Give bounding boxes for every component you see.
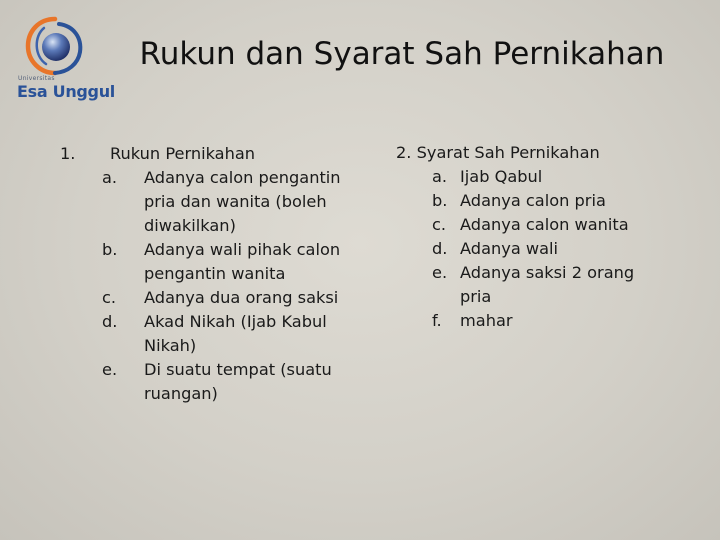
rukun-heading-row bbox=[60, 142, 360, 166]
list-item bbox=[60, 286, 360, 310]
item-marker: d. bbox=[432, 239, 448, 258]
globe-logo-icon bbox=[24, 16, 86, 78]
item-text: Adanya calon pria bbox=[460, 191, 606, 210]
logo-small-text: Universitas bbox=[18, 75, 55, 82]
item-marker: b. bbox=[102, 240, 118, 259]
item-text: Di suatu tempat (suatu ruangan) bbox=[144, 360, 332, 403]
item-text: Adanya wali bbox=[460, 239, 559, 258]
list-item bbox=[60, 310, 360, 358]
item-marker: f. bbox=[432, 311, 442, 330]
list-item bbox=[396, 309, 706, 333]
item-text: Adanya wali pihak calon pengantin wanita bbox=[144, 240, 341, 283]
item-text: Adanya calon wanita bbox=[460, 215, 629, 234]
item-text: Adanya dua orang saksi bbox=[144, 288, 339, 307]
item-text: mahar bbox=[460, 311, 513, 330]
item-marker: e. bbox=[432, 263, 448, 282]
list-item bbox=[396, 165, 706, 189]
list-item bbox=[396, 237, 706, 261]
logo-name: Esa Unggul bbox=[17, 82, 115, 101]
list-item bbox=[60, 238, 360, 286]
item-text: Adanya saksi 2 orang pria bbox=[460, 263, 635, 306]
list-item bbox=[396, 261, 706, 309]
list-item bbox=[60, 358, 360, 406]
item-marker: c. bbox=[102, 288, 117, 307]
list-item bbox=[396, 213, 706, 237]
slide-title: Rukun dan Syarat Sah Pernikahan bbox=[139, 36, 665, 72]
item-marker: a. bbox=[102, 168, 118, 187]
syarat-heading: 2. Syarat Sah Pernikahan bbox=[396, 143, 600, 162]
university-logo bbox=[14, 16, 115, 106]
item-marker: d. bbox=[102, 312, 118, 331]
rukun-heading: Rukun Pernikahan bbox=[110, 144, 256, 163]
list-number: 1. bbox=[60, 144, 76, 163]
item-marker: b. bbox=[432, 191, 448, 210]
list-item bbox=[60, 166, 360, 238]
item-marker: e. bbox=[102, 360, 118, 379]
list-item bbox=[396, 189, 706, 213]
rukun-column bbox=[60, 142, 360, 406]
item-text: Ijab Qabul bbox=[460, 167, 543, 186]
item-text: Adanya calon pengantin pria dan wanita (boleh diwakilkan) bbox=[144, 168, 341, 235]
item-marker: a. bbox=[432, 167, 448, 186]
item-marker: c. bbox=[432, 215, 447, 234]
syarat-column bbox=[396, 141, 706, 333]
item-text: Akad Nikah (Ijab Kabul Nikah) bbox=[144, 312, 327, 355]
